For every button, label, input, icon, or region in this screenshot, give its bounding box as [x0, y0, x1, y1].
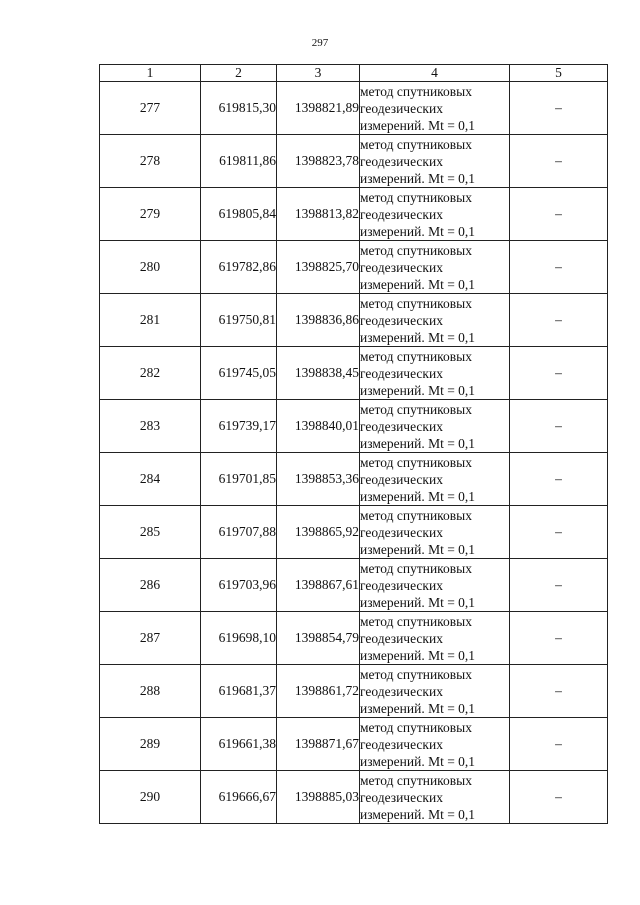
- note-cell: –: [510, 506, 608, 559]
- table-row: [100, 559, 608, 612]
- coordinate-y: 1398853,36: [277, 453, 360, 506]
- method-line: геодезических: [360, 736, 443, 752]
- coordinate-y: 1398885,03: [277, 771, 360, 824]
- method-line: геодезических: [360, 100, 443, 116]
- method-cell: [360, 294, 510, 347]
- point-number: 277: [100, 82, 201, 135]
- method-line: геодезических: [360, 365, 443, 381]
- method-cell: [360, 665, 510, 718]
- method-cell: [360, 400, 510, 453]
- method-cell: [360, 453, 510, 506]
- point-number: 287: [100, 612, 201, 665]
- point-number: 289: [100, 718, 201, 771]
- note-cell: –: [510, 771, 608, 824]
- method-cell: [360, 559, 510, 612]
- coordinate-x: 619666,67: [201, 771, 277, 824]
- method-line: метод спутниковых: [360, 136, 472, 152]
- coordinate-x: 619750,81: [201, 294, 277, 347]
- note-cell: –: [510, 559, 608, 612]
- method-cell: [360, 135, 510, 188]
- method-line: метод спутниковых: [360, 348, 472, 364]
- method-line: геодезических: [360, 418, 443, 434]
- method-line: метод спутниковых: [360, 719, 472, 735]
- method-cell: [360, 771, 510, 824]
- table-row: [100, 400, 608, 453]
- method-line: метод спутниковых: [360, 772, 472, 788]
- method-line: измерений. Mt = 0,1: [360, 541, 476, 557]
- method-line: геодезических: [360, 206, 443, 222]
- method-cell: [360, 82, 510, 135]
- table-row: [100, 506, 608, 559]
- coordinate-x: 619745,05: [201, 347, 277, 400]
- point-number: 283: [100, 400, 201, 453]
- method-line: измерений. Mt = 0,1: [360, 594, 476, 610]
- coordinate-y: 1398838,45: [277, 347, 360, 400]
- method-line: метод спутниковых: [360, 401, 472, 417]
- table-row: [100, 135, 608, 188]
- coordinate-x: 619739,17: [201, 400, 277, 453]
- coordinate-x: 619698,10: [201, 612, 277, 665]
- note-cell: –: [510, 135, 608, 188]
- method-cell: [360, 718, 510, 771]
- coordinate-y: 1398854,79: [277, 612, 360, 665]
- note-cell: –: [510, 665, 608, 718]
- column-header-4: 4: [360, 65, 510, 82]
- point-number: 279: [100, 188, 201, 241]
- method-line: измерений. Mt = 0,1: [360, 806, 476, 822]
- method-line: метод спутниковых: [360, 454, 472, 470]
- coordinate-y: 1398871,67: [277, 718, 360, 771]
- point-number: 288: [100, 665, 201, 718]
- method-line: геодезических: [360, 524, 443, 540]
- coordinate-x: 619811,86: [201, 135, 277, 188]
- method-line: метод спутниковых: [360, 295, 472, 311]
- method-line: геодезических: [360, 153, 443, 169]
- table-row: [100, 718, 608, 771]
- point-number: 280: [100, 241, 201, 294]
- method-line: метод спутниковых: [360, 83, 472, 99]
- point-number: 278: [100, 135, 201, 188]
- table-row: [100, 241, 608, 294]
- table-row: [100, 612, 608, 665]
- coordinate-y: 1398813,82: [277, 188, 360, 241]
- table-row: [100, 188, 608, 241]
- method-line: метод спутниковых: [360, 189, 472, 205]
- method-cell: [360, 612, 510, 665]
- method-cell: [360, 188, 510, 241]
- table-row: [100, 453, 608, 506]
- coordinate-y: 1398867,61: [277, 559, 360, 612]
- method-cell: [360, 347, 510, 400]
- note-cell: –: [510, 294, 608, 347]
- point-number: 282: [100, 347, 201, 400]
- method-line: измерений. Mt = 0,1: [360, 276, 476, 292]
- note-cell: –: [510, 718, 608, 771]
- column-header-2: 2: [201, 65, 277, 82]
- coordinate-x: 619661,38: [201, 718, 277, 771]
- method-line: геодезических: [360, 577, 443, 593]
- point-number: 286: [100, 559, 201, 612]
- table-row: [100, 665, 608, 718]
- coordinate-x: 619707,88: [201, 506, 277, 559]
- coordinates-table: [99, 64, 608, 824]
- method-line: измерений. Mt = 0,1: [360, 223, 476, 239]
- coordinate-x: 619805,84: [201, 188, 277, 241]
- method-line: геодезических: [360, 259, 443, 275]
- method-cell: [360, 506, 510, 559]
- note-cell: –: [510, 188, 608, 241]
- note-cell: –: [510, 612, 608, 665]
- coordinate-x: 619703,96: [201, 559, 277, 612]
- method-line: метод спутниковых: [360, 666, 472, 682]
- method-line: измерений. Mt = 0,1: [360, 647, 476, 663]
- column-header-1: 1: [100, 65, 201, 82]
- method-line: измерений. Mt = 0,1: [360, 382, 476, 398]
- point-number: 281: [100, 294, 201, 347]
- method-line: геодезических: [360, 630, 443, 646]
- method-line: геодезических: [360, 683, 443, 699]
- method-line: метод спутниковых: [360, 560, 472, 576]
- method-line: измерений. Mt = 0,1: [360, 329, 476, 345]
- table-header-row: [100, 65, 608, 82]
- page-number: 297: [311, 37, 329, 49]
- method-line: измерений. Mt = 0,1: [360, 117, 476, 133]
- method-cell: [360, 241, 510, 294]
- method-line: измерений. Mt = 0,1: [360, 488, 476, 504]
- method-line: измерений. Mt = 0,1: [360, 700, 476, 716]
- table-row: [100, 82, 608, 135]
- method-line: измерений. Mt = 0,1: [360, 753, 476, 769]
- method-line: геодезических: [360, 312, 443, 328]
- point-number: 284: [100, 453, 201, 506]
- table-row: [100, 347, 608, 400]
- column-header-5: 5: [510, 65, 608, 82]
- coordinate-y: 1398865,92: [277, 506, 360, 559]
- method-line: метод спутниковых: [360, 507, 472, 523]
- coordinate-x: 619782,86: [201, 241, 277, 294]
- table-row: [100, 771, 608, 824]
- column-header-3: 3: [277, 65, 360, 82]
- coordinate-y: 1398821,89: [277, 82, 360, 135]
- coordinate-y: 1398836,86: [277, 294, 360, 347]
- coordinate-y: 1398823,78: [277, 135, 360, 188]
- coordinate-x: 619815,30: [201, 82, 277, 135]
- note-cell: –: [510, 400, 608, 453]
- method-line: метод спутниковых: [360, 242, 472, 258]
- coordinate-y: 1398840,01: [277, 400, 360, 453]
- point-number: 285: [100, 506, 201, 559]
- note-cell: –: [510, 82, 608, 135]
- method-line: метод спутниковых: [360, 613, 472, 629]
- method-line: измерений. Mt = 0,1: [360, 435, 476, 451]
- method-line: геодезических: [360, 471, 443, 487]
- coordinate-y: 1398825,70: [277, 241, 360, 294]
- note-cell: –: [510, 453, 608, 506]
- table-row: [100, 294, 608, 347]
- coordinate-x: 619681,37: [201, 665, 277, 718]
- note-cell: –: [510, 241, 608, 294]
- method-line: геодезических: [360, 789, 443, 805]
- coordinate-x: 619701,85: [201, 453, 277, 506]
- note-cell: –: [510, 347, 608, 400]
- method-line: измерений. Mt = 0,1: [360, 170, 476, 186]
- coordinate-y: 1398861,72: [277, 665, 360, 718]
- point-number: 290: [100, 771, 201, 824]
